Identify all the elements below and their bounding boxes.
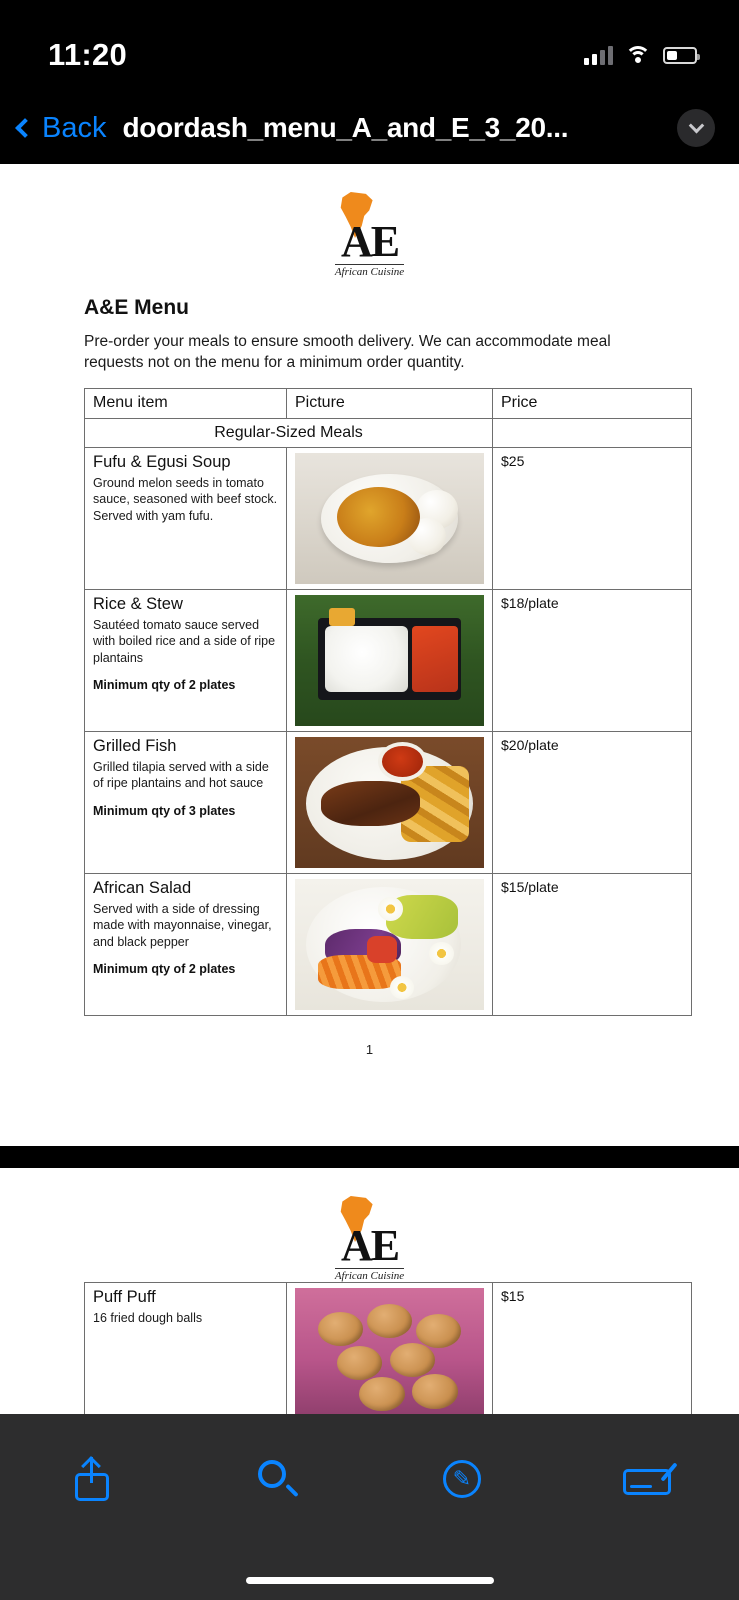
navigation-bar (0, 92, 739, 164)
item-price: $15/plate (501, 878, 559, 895)
item-name: Fufu & Egusi Soup (93, 452, 231, 471)
more-options-button[interactable] (677, 109, 715, 147)
page-number: 1 (365, 1041, 374, 1057)
section-label: Regular-Sized Meals (85, 418, 493, 447)
item-name: Rice & Stew (93, 594, 183, 613)
back-label: Back (42, 111, 107, 144)
item-price-cell (493, 1283, 692, 1415)
page-separator (0, 1146, 739, 1168)
page-title: A&E Menu (84, 296, 189, 319)
item-description: Ground melon seeds in tomato sauce, seasoned with beef stock. Served with yam fufu. (93, 475, 278, 523)
menu-table (84, 388, 692, 1016)
share-icon (75, 1457, 109, 1501)
item-price: $15 (501, 1288, 525, 1304)
item-description: Served with a side of dressing made with mayonnaise, vinegar, and black pepper (93, 901, 272, 949)
section-price-empty (493, 418, 692, 447)
menu-item-cell (85, 731, 287, 873)
logo-container (0, 178, 739, 278)
ae-african-cuisine-logo (329, 1194, 411, 1282)
signature-icon (623, 1463, 671, 1495)
item-minimum-qty: Minimum qty of 2 plates (93, 678, 236, 693)
document-page-2 (0, 1168, 739, 1414)
logo-monogram: AE (340, 217, 399, 267)
status-time: 11:20 (48, 37, 128, 72)
table-header-row (85, 388, 692, 418)
menu-item-cell (85, 589, 287, 731)
column-header-price: Price (493, 388, 692, 418)
item-description: 16 fried dough balls (93, 1311, 203, 1325)
back-button[interactable] (18, 112, 106, 145)
wifi-icon (625, 46, 651, 65)
rice-and-stew-photo (295, 595, 484, 726)
item-name: African Salad (93, 878, 192, 897)
logo-monogram: AE (340, 1221, 399, 1271)
signal-bars-icon (584, 45, 613, 65)
item-price-cell (493, 873, 692, 1015)
status-bar (0, 0, 739, 92)
table-row (85, 447, 692, 589)
document-scroll-view[interactable] (0, 164, 739, 1414)
fufu-and-egusi-soup-photo (295, 453, 484, 584)
item-price-cell (493, 589, 692, 731)
logo-container-page2 (0, 1182, 739, 1282)
markup-button[interactable] (416, 1444, 508, 1514)
item-price-cell (493, 447, 692, 589)
intro-paragraph: Pre-order your meals to ensure smooth delivery. We can accommodate meal requests not on the menu for a minimum order quantity. (84, 333, 611, 371)
ae-african-cuisine-logo (329, 190, 411, 278)
chevron-down-icon (688, 117, 704, 133)
table-section-row (85, 418, 692, 447)
item-description: Sautéed tomato sauce served with boiled rice and a side of ripe plantains (93, 617, 276, 665)
chevron-left-icon (15, 118, 35, 138)
item-minimum-qty: Minimum qty of 2 plates (93, 962, 236, 977)
item-price: $20/plate (501, 736, 559, 753)
table-row (85, 873, 692, 1015)
menu-item-cell (85, 1283, 287, 1415)
item-minimum-qty: Minimum qty of 3 plates (93, 803, 236, 818)
item-picture-cell (287, 447, 493, 589)
logo-tagline: African Cuisine (334, 266, 405, 278)
item-picture-cell (287, 1283, 493, 1415)
document-body (0, 296, 739, 1057)
share-button[interactable] (46, 1444, 138, 1514)
table-row (85, 731, 692, 873)
search-icon (258, 1460, 296, 1498)
table-row (85, 589, 692, 731)
document-page-1 (0, 164, 739, 1146)
item-name: Grilled Fish (93, 736, 177, 755)
signature-button[interactable] (601, 1444, 693, 1514)
bottom-toolbar (0, 1414, 739, 1600)
logo-tagline: African Cuisine (334, 1270, 405, 1282)
column-header-picture: Picture (287, 388, 493, 418)
item-picture-cell (287, 731, 493, 873)
status-indicators (584, 45, 697, 65)
document-body-page2 (0, 1282, 739, 1414)
item-description: Grilled tilapia served with a side of ripe plantains and hot sauce (93, 759, 269, 791)
african-salad-photo (295, 879, 484, 1010)
item-name: Puff Puff (93, 1288, 156, 1306)
menu-item-cell (85, 447, 287, 589)
item-picture-cell (287, 589, 493, 731)
search-button[interactable] (231, 1444, 323, 1514)
table-row (85, 1283, 692, 1415)
menu-item-cell (85, 873, 287, 1015)
item-picture-cell (287, 873, 493, 1015)
grilled-fish-photo (295, 737, 484, 868)
item-price-cell (493, 731, 692, 873)
puff-puff-photo (295, 1288, 484, 1414)
battery-icon (663, 47, 697, 64)
document-title: doordash_menu_A_and_E_3_20... (122, 112, 569, 143)
item-price: $25 (501, 452, 525, 469)
column-header-menu-item: Menu item (85, 388, 287, 418)
home-indicator[interactable] (246, 1577, 494, 1584)
menu-table-page2 (84, 1282, 692, 1414)
markup-icon: ✎ (443, 1460, 481, 1498)
item-price: $18/plate (501, 594, 559, 611)
